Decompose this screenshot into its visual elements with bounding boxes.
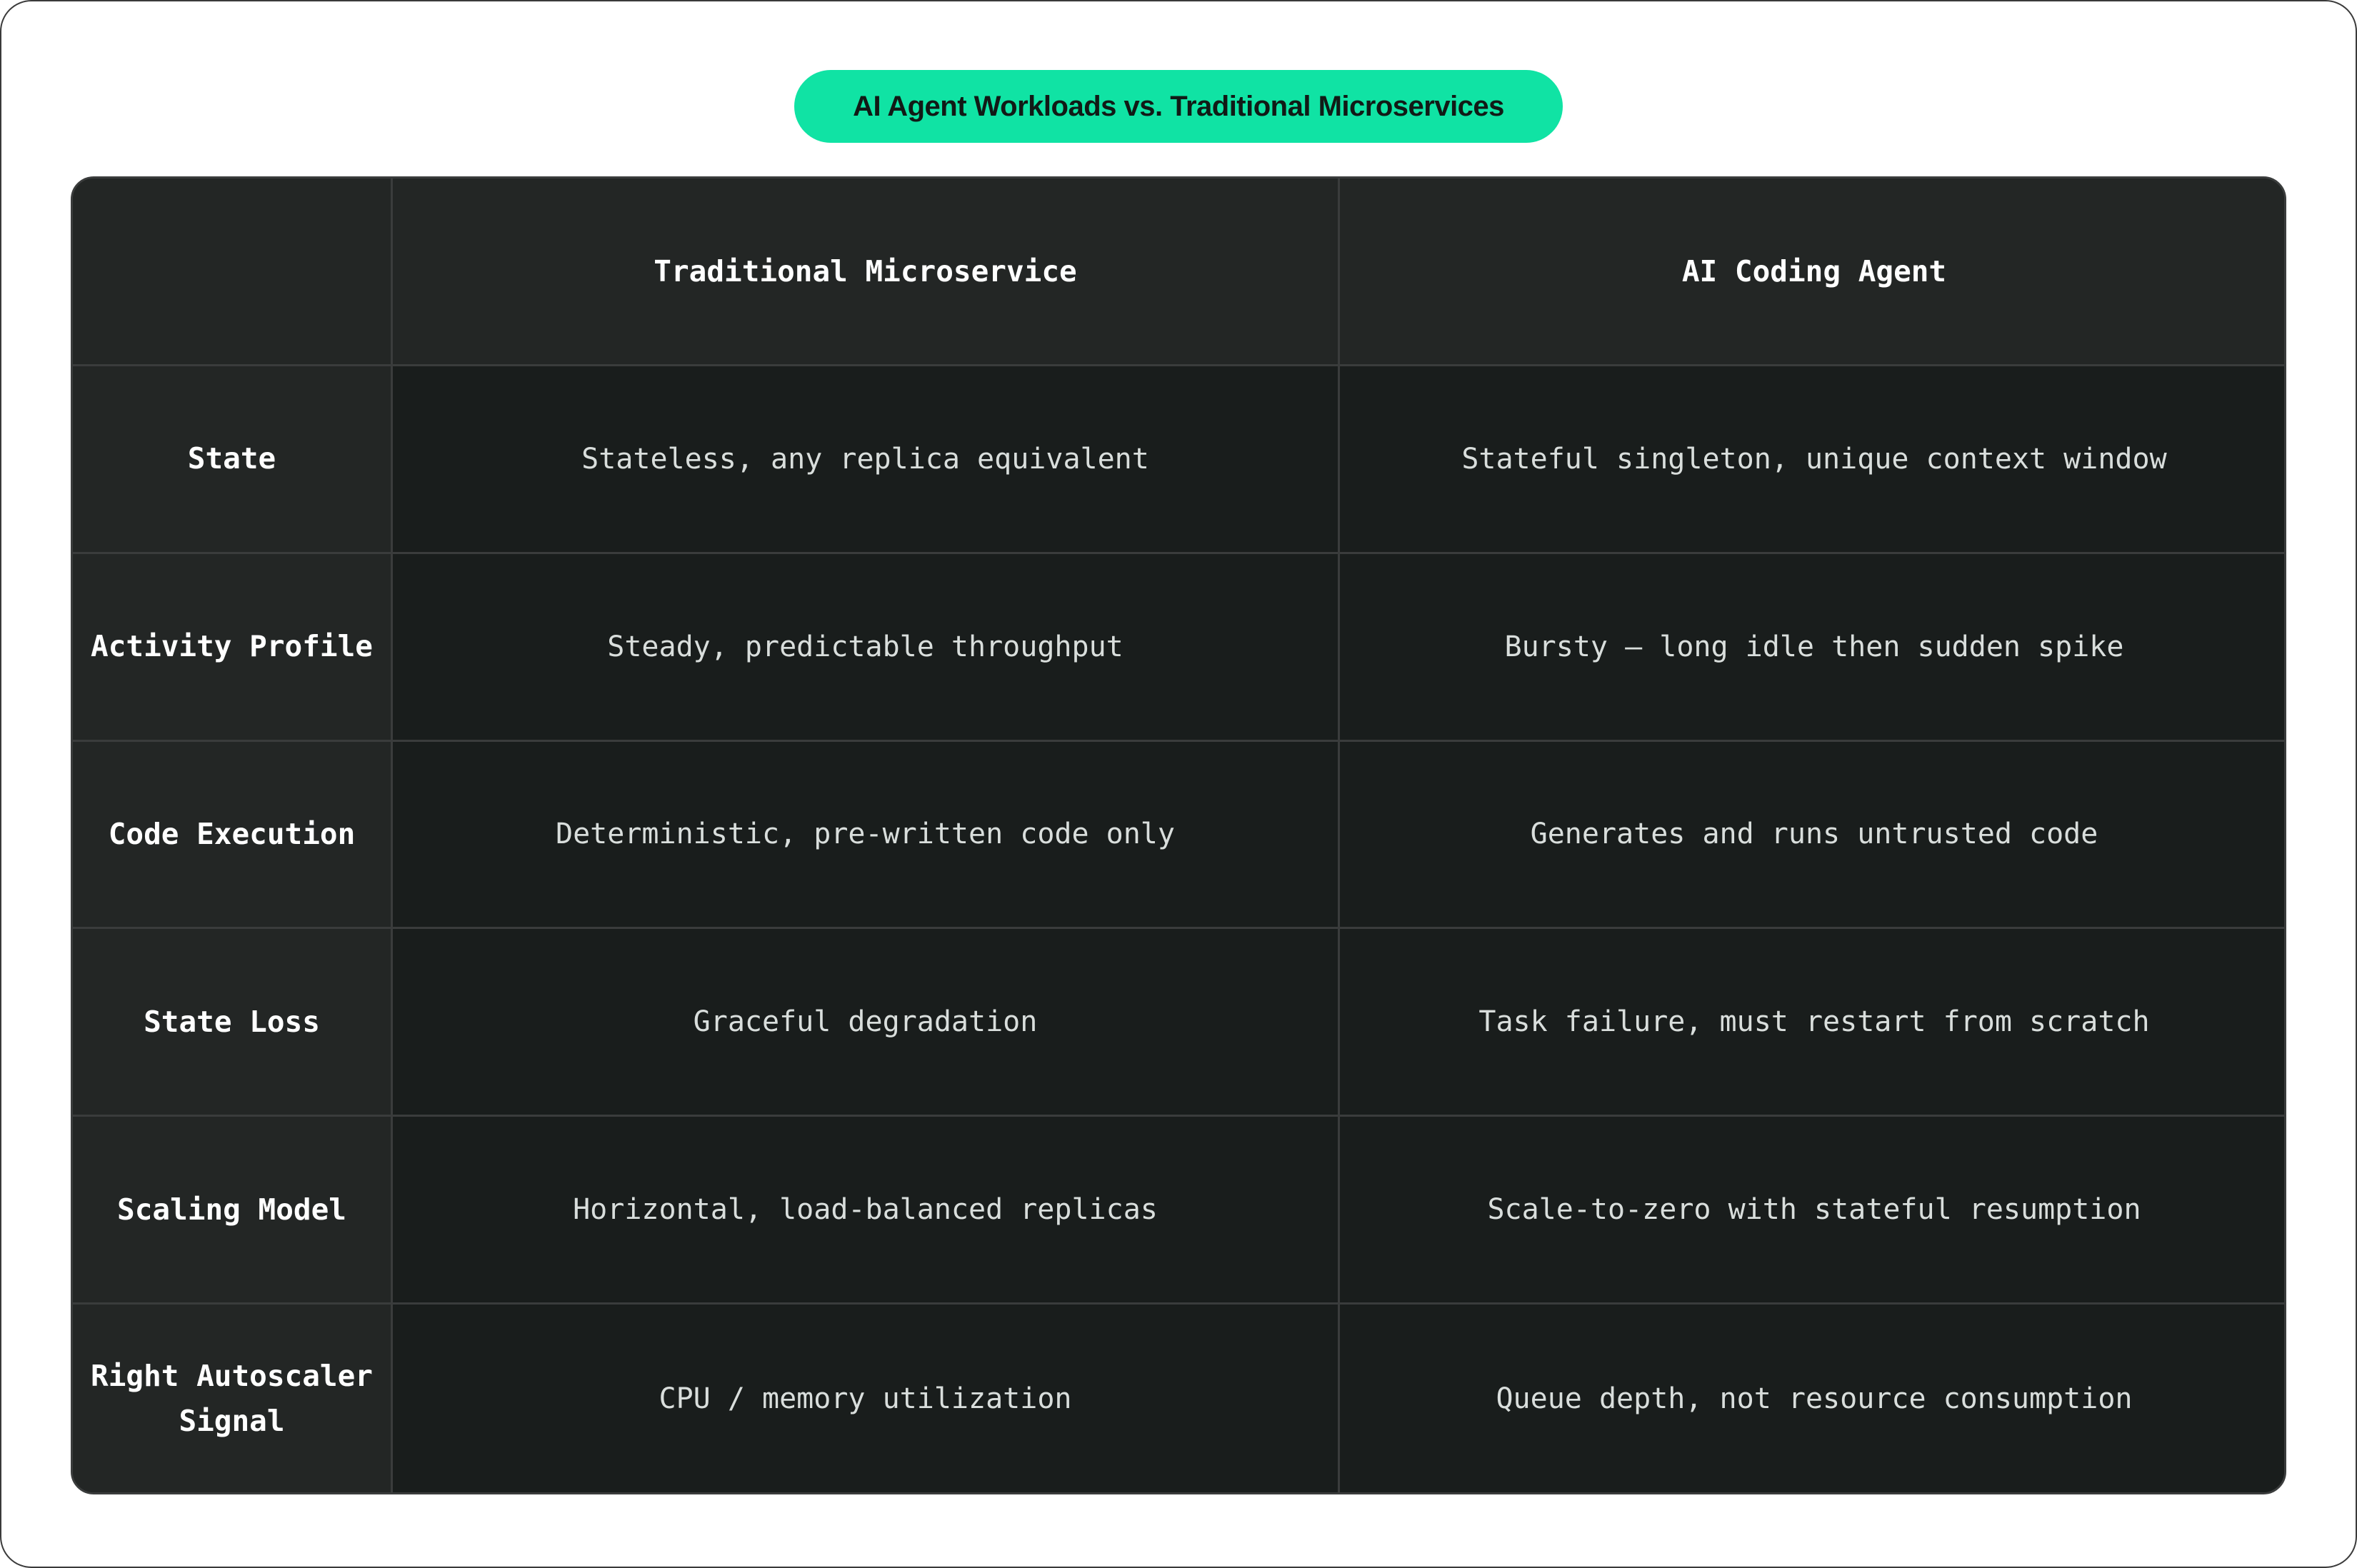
- cell-traditional-state: Stateless, any replica equivalent: [393, 366, 1340, 554]
- cell-traditional-state-loss: Graceful degradation: [393, 929, 1340, 1117]
- cell-agent-autoscaler-signal: Queue depth, not resource consumption: [1340, 1305, 2286, 1492]
- cell-agent-scaling-model: Scale-to-zero with stateful resumption: [1340, 1117, 2286, 1305]
- cell-traditional-code-execution: Deterministic, pre-written code only: [393, 742, 1340, 930]
- cell-agent-code-execution: Generates and runs untrusted code: [1340, 742, 2286, 930]
- cell-agent-state-loss: Task failure, must restart from scratch: [1340, 929, 2286, 1117]
- cell-traditional-scaling-model: Horizontal, load-balanced replicas: [393, 1117, 1340, 1305]
- header-corner-cell: [73, 179, 393, 366]
- row-label-right-autoscaler-signal: Right Autoscaler Signal: [73, 1305, 393, 1492]
- cell-traditional-activity-profile: Steady, predictable throughput: [393, 554, 1340, 742]
- cell-agent-activity-profile: Bursty — long idle then sudden spike: [1340, 554, 2286, 742]
- row-label-activity-profile: Activity Profile: [73, 554, 393, 742]
- comparison-table: [71, 176, 2286, 1494]
- row-label-code-execution: Code Execution: [73, 742, 393, 930]
- row-label-scaling-model: Scaling Model: [73, 1117, 393, 1305]
- row-label-state-loss: State Loss: [73, 929, 393, 1117]
- row-label-state: State: [73, 366, 393, 554]
- cell-traditional-autoscaler-signal: CPU / memory utilization: [393, 1305, 1340, 1492]
- title-badge: AI Agent Workloads vs. Traditional Microservices: [794, 70, 1563, 143]
- header-traditional-microservice: Traditional Microservice: [393, 179, 1340, 366]
- cell-agent-state: Stateful singleton, unique context window: [1340, 366, 2286, 554]
- header-ai-coding-agent: AI Coding Agent: [1340, 179, 2286, 366]
